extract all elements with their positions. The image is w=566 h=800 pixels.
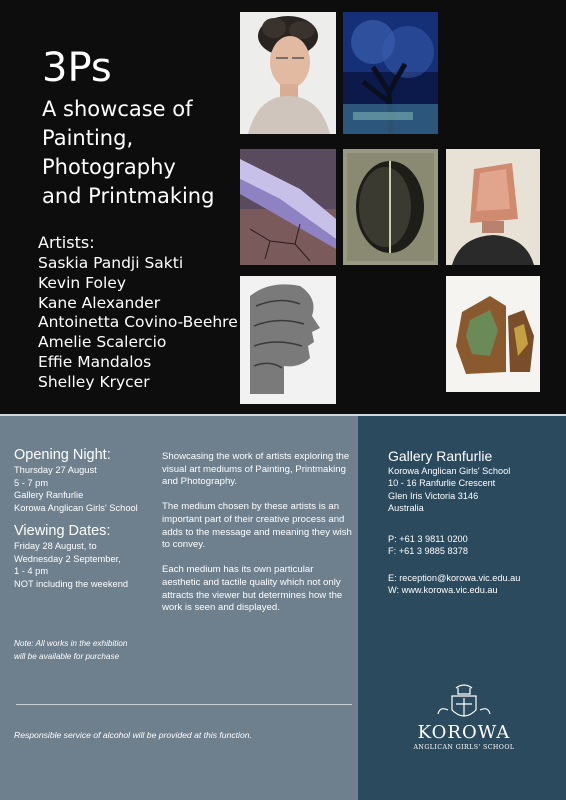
artwork-bag-head-photo	[446, 149, 540, 265]
footer-rule	[16, 704, 352, 705]
artist-name: Saskia Pandji Sakti	[38, 254, 184, 272]
detail-line: NOT including the weekend	[14, 578, 129, 589]
address-line: Korowa Anglican Girls' School	[388, 466, 511, 476]
detail-line: Gallery Ranfurlie	[14, 490, 84, 501]
poster-title: 3Ps	[42, 45, 112, 91]
detail-line: Friday 28 August, to	[14, 541, 97, 551]
note-line: will be available for purchase	[14, 651, 120, 661]
description-paragraph: Each medium has its own particular aesthetic and tactile quality which not only attracts the viewer but determines how the work is seen and displayed.	[162, 564, 343, 614]
description-paragraph: The medium chosen by these artists is an important part of their creative process and adds to the message and meaning they wish to convey.	[162, 501, 352, 551]
subtitle-line: A showcase of	[42, 97, 193, 121]
section-divider	[0, 414, 566, 416]
detail-line: Korowa Anglican Girls' School	[14, 502, 138, 513]
detail-line: 1 - 4 pm	[14, 566, 49, 577]
address-line: Australia	[388, 503, 424, 514]
website-link[interactable]: W: www.korowa.vic.edu.au	[388, 585, 498, 596]
phone-fax	[388, 533, 468, 558]
artwork-cracked-earth-photo	[240, 149, 336, 265]
artists-heading: Artists:	[38, 233, 95, 252]
artwork-portrait-photo	[240, 12, 336, 134]
artist-name: Shelley Krycer	[38, 372, 150, 391]
artwork-circle-print	[343, 149, 438, 265]
school-brand-subtitle: ANGLICAN GIRLS' SCHOOL	[413, 744, 515, 751]
opening-night-details	[14, 464, 138, 514]
opening-night-heading: Opening Night:	[14, 447, 111, 463]
gallery-name: Gallery Ranfurlie	[388, 448, 493, 464]
detail-line: Wednesday 2 September,	[14, 553, 121, 564]
exhibition-description	[162, 451, 352, 627]
poster-subtitle	[42, 95, 214, 211]
phone-number: P: +61 3 9811 0200	[388, 534, 468, 544]
gallery-address	[388, 465, 510, 515]
description-paragraph: Showcasing the work of artists exploring the visual art mediums of Painting, Printmaking and Photography.	[162, 451, 350, 488]
artwork-profile-etching	[240, 276, 336, 404]
school-brand-name: KOROWA	[417, 722, 511, 743]
subtitle-line: Photography	[42, 155, 176, 179]
viewing-dates-details	[14, 540, 128, 590]
viewing-dates-heading: Viewing Dates:	[14, 523, 111, 539]
detail-line: Thursday 27 August	[14, 465, 97, 475]
detail-line: 5 - 7 pm	[14, 477, 49, 488]
artist-list	[38, 254, 238, 393]
artist-name: Effie Mandalos	[38, 352, 152, 371]
artist-name: Kevin Foley	[38, 273, 127, 292]
subtitle-line: and Printmaking	[42, 184, 215, 208]
alcohol-disclaimer: Responsible service of alcohol will be provided at this function.	[14, 730, 252, 740]
note-line: Note: All works in the exhibition	[14, 639, 128, 648]
address-line: 10 - 16 Ranfurlie Crescent	[388, 478, 496, 489]
artwork-blue-tree-print	[343, 12, 438, 134]
fax-number: F: +61 3 9885 8378	[388, 546, 468, 557]
artwork-gem-sculptures	[446, 276, 540, 392]
artist-name: Kane Alexander	[38, 293, 161, 312]
subtitle-line: Painting,	[42, 126, 134, 150]
email-link[interactable]: E: reception@korowa.vic.edu.au	[388, 573, 521, 583]
artist-name: Antoinetta Covino-Beehre	[38, 313, 238, 332]
purchase-note	[14, 638, 127, 663]
artist-name: Amelie Scalercio	[38, 333, 167, 352]
email-web	[388, 572, 520, 597]
address-line: Glen Iris Victoria 3146	[388, 490, 479, 501]
